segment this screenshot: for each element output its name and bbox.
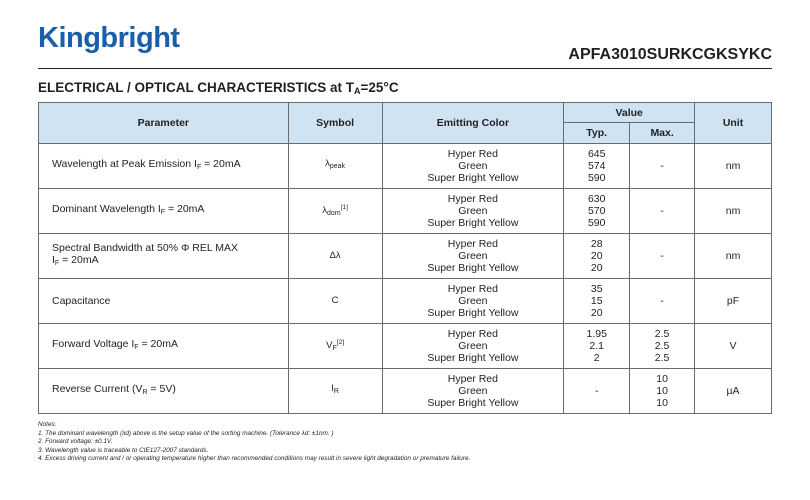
parameter-line [52, 158, 288, 174]
parameter-text: Forward Voltage I [52, 337, 135, 350]
typ-value: 1.95 [586, 327, 607, 340]
typ-value: - [594, 384, 599, 397]
parameter-line [52, 295, 288, 307]
symbol-subscript: F [332, 344, 337, 352]
typ-value: 20 [590, 307, 603, 320]
unit-cell: nm [695, 144, 772, 189]
parameter-subscript: F [196, 163, 202, 171]
symbol-main: C [331, 294, 339, 306]
parameter-tail: = 20mA [165, 202, 205, 215]
emitting-color: Hyper Red [447, 372, 498, 385]
emitting-color: Green [458, 339, 488, 352]
emitting-color: Green [458, 294, 488, 307]
table-row [39, 324, 772, 369]
emitting-color: Green [458, 159, 488, 172]
typ-value: 630 [587, 192, 606, 205]
symbol-main: Δλ [329, 249, 341, 261]
max-cell [630, 369, 695, 414]
typ-value: 2 [593, 352, 600, 365]
max-cell [630, 189, 695, 234]
characteristics-table [38, 102, 772, 414]
parameter-text: Wavelength at Peak Emission I [52, 157, 197, 170]
symbol-cell [288, 279, 382, 324]
parameter-text: I [52, 254, 55, 266]
parameter-line [52, 338, 288, 354]
symbol-subscript: R [333, 388, 339, 396]
note-item: 1. The dominant wavelength (λd) above is the setup value of the sorting machine. (Tolerance λd: ±1nm. ) [38, 429, 334, 437]
table-row [39, 234, 772, 279]
parameter-line [52, 203, 288, 219]
note-item: 3. Wavelength value is traceable to CIE127-2007 standards. [38, 446, 209, 454]
max-value: - [660, 159, 664, 172]
symbol-superscript: [2] [336, 338, 345, 346]
emitting-color: Super Bright Yellow [427, 262, 519, 275]
emitting-color: Hyper Red [447, 147, 498, 160]
max-cell [630, 279, 695, 324]
typ-value: 20 [590, 262, 603, 275]
typ-value: 645 [587, 147, 606, 160]
symbol-cell [288, 369, 382, 414]
note-item: 4. Excess driving current and / or operating temperature higher than recommended conditions may result in severe light degradation or premature failure. [38, 455, 471, 463]
symbol-subscript: peak [329, 163, 346, 171]
typ-value: 2.1 [589, 339, 604, 352]
typ-value: 28 [590, 237, 603, 250]
max-value: - [660, 294, 664, 307]
header-parameter: Parameter [39, 103, 289, 144]
emitting-color: Green [458, 249, 488, 262]
max-cell [630, 324, 695, 369]
emitting-color-cell [382, 189, 564, 234]
max-value: 10 [656, 372, 668, 385]
typ-cell [564, 324, 630, 369]
emitting-color: Green [458, 384, 488, 397]
parameter-text: Dominant Wavelength I [52, 202, 161, 215]
typ-value: 570 [587, 204, 606, 217]
typ-value: 590 [587, 217, 606, 230]
unit-cell: µA [695, 369, 772, 414]
parameter-text: Spectral Bandwidth at 50% Φ REL MAX [52, 241, 238, 254]
typ-cell [564, 144, 630, 189]
parameter-tail: = 20mA [201, 157, 241, 170]
unit-cell: V [695, 324, 772, 369]
unit-cell: nm [695, 234, 772, 279]
parameter-line [52, 242, 288, 254]
header-symbol: Symbol [288, 103, 382, 144]
emitting-color-cell [382, 369, 564, 414]
table-row [39, 279, 772, 324]
table-row [39, 144, 772, 189]
parameter-cell [39, 144, 289, 189]
emitting-color: Green [458, 204, 488, 217]
notes [38, 421, 470, 464]
max-value: - [660, 204, 664, 217]
typ-cell [564, 369, 630, 414]
typ-cell [564, 279, 630, 324]
max-value: 2.5 [654, 327, 670, 340]
table-row [39, 189, 772, 234]
header-value: Value [564, 103, 695, 123]
parameter-tail: = 5V) [147, 382, 176, 395]
parameter-subscript: R [142, 388, 148, 396]
parameter-cell [39, 234, 289, 279]
parameter-line [52, 383, 288, 399]
emitting-color: Hyper Red [447, 192, 498, 205]
typ-cell [564, 234, 630, 279]
emitting-color: Super Bright Yellow [427, 172, 519, 185]
parameter-cell [39, 369, 289, 414]
parameter-cell [39, 324, 289, 369]
typ-value: 35 [590, 282, 603, 295]
typ-cell [564, 189, 630, 234]
emitting-color: Super Bright Yellow [427, 397, 519, 410]
parameter-cell [39, 279, 289, 324]
section-title [38, 80, 399, 96]
symbol-cell [288, 189, 382, 234]
emitting-color-cell [382, 324, 564, 369]
parameter-tail: = 20mA [138, 337, 178, 350]
emitting-color-cell [382, 279, 564, 324]
brand-logo: Kingbright [38, 22, 180, 54]
emitting-color-cell [382, 144, 564, 189]
parameter-line [52, 254, 288, 270]
section-title-sub: A [354, 86, 361, 96]
emitting-color: Super Bright Yellow [427, 307, 519, 320]
symbol-main: I [331, 383, 334, 395]
parameter-text: Capacitance [52, 294, 111, 307]
symbol-superscript: [1] [340, 203, 348, 211]
unit-cell: nm [695, 189, 772, 234]
notes-label: Notes: [38, 421, 57, 428]
symbol-cell [288, 324, 382, 369]
typ-value: 15 [590, 294, 603, 307]
unit-cell: pF [695, 279, 772, 324]
max-cell [630, 144, 695, 189]
typ-value: 20 [590, 249, 603, 262]
parameter-tail: = 20mA [59, 254, 99, 266]
emitting-color: Super Bright Yellow [427, 352, 519, 365]
max-value: 2.5 [654, 352, 670, 365]
section-title-tail: =25°C [360, 80, 399, 95]
typ-value: 574 [587, 159, 606, 172]
parameter-subscript: F [54, 260, 60, 267]
header-unit: Unit [695, 103, 772, 144]
max-value: - [660, 249, 664, 262]
symbol-main: λ [322, 204, 328, 216]
symbol-cell [288, 144, 382, 189]
section-title-main: ELECTRICAL / OPTICAL CHARACTERISTICS at T [38, 80, 355, 95]
parameter-subscript: F [134, 343, 139, 351]
parameter-cell [39, 189, 289, 234]
parameter-text: Reverse Current (V [52, 382, 143, 395]
header-divider [38, 68, 772, 69]
emitting-color: Hyper Red [447, 327, 498, 340]
symbol-subscript: dom [327, 209, 341, 217]
symbol-cell [288, 234, 382, 279]
header-max: Max. [630, 123, 695, 144]
header-emitting-color: Emitting Color [382, 103, 564, 144]
parameter-subscript: F [160, 208, 166, 216]
emitting-color: Hyper Red [447, 282, 498, 295]
note-item: 2. Forward voltage: ±0.1V. [38, 438, 113, 446]
max-value: 2.5 [654, 339, 670, 352]
typ-value: 590 [587, 172, 606, 185]
emitting-color: Hyper Red [447, 237, 498, 250]
max-value: 10 [656, 384, 668, 397]
part-number: APFA3010SURKCGKSYKC [568, 46, 772, 63]
symbol-main: V [326, 339, 333, 351]
emitting-color-cell [382, 234, 564, 279]
table-row [39, 369, 772, 414]
max-value: 10 [656, 397, 668, 410]
symbol-main: λ [325, 158, 330, 170]
header-typ: Typ. [564, 123, 630, 144]
max-cell [630, 234, 695, 279]
emitting-color: Super Bright Yellow [427, 217, 519, 230]
